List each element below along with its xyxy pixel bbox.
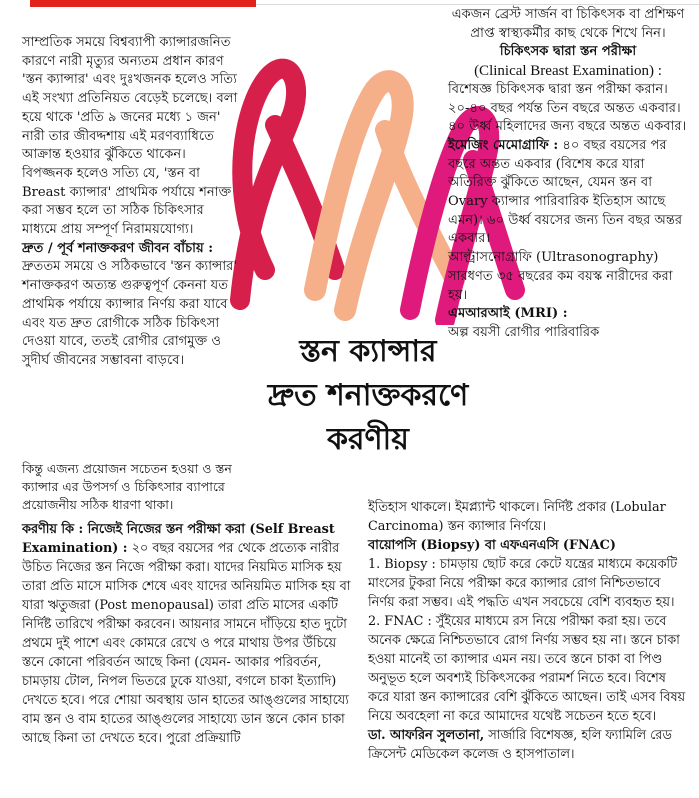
fnac-paragraph: 2. FNAC : সুঁইয়ের মাধ্যমে রস নিয়ে পরীক্ষা করা হয়। তবে অনেক ক্ষেত্রে নিশ্চিতভাবে রোগ নির্ণয় সম্ভব হয় না। স্তনে চাকা হওয়া মানেই তা ক্যান্সার এমন নয়। তবে স্তনে চাকা বা পিণ্ড অনুভূত হলে অবশ্যই চিকিৎসকের পরামর্শ নিতে হবে। বিশেষ করে যারা স্তন ক্যান্সারের বেশি ঝুঁকিতে আছেন। তাই এসব বিষয় নিয়ে অবহেলা না করে আমাদের যথেষ্ট সচেতন হতে হবে। bbox=[368, 614, 686, 724]
ribbon-peach bbox=[315, 81, 403, 310]
mri-continued-paragraph: ইতিহাস থাকলে। ইমপ্ল্যান্ট থাকলে। নির্দিষ্ট প্রকার (Lobular Carcinoma) স্তন ক্যান্সার নির্ণয়ে। bbox=[368, 500, 666, 534]
section-heading-mri: এমআরআই (MRI) : bbox=[448, 306, 568, 322]
section-heading-biopsy: বায়োপসি (Biopsy) বা এফএনএসি (FNAC) bbox=[368, 538, 616, 553]
mammography-paragraph: ৪০ বছর বয়সের পর বছরে অন্তত একবার (বিশেষ করে যারা অতিরিক্ত ঝুঁকিতে আছেন, যেমন স্তন বা Ovary ক্যান্সার পারিবারিক ইতিহাস আছে এমন)। ৬০ উর্ধ্ব বয়সের জন্য তিন বছর অন্তর একবার। bbox=[448, 137, 683, 247]
section-heading-mammography: ইমেজিং মেমোগ্রাফি : bbox=[448, 137, 559, 153]
title-line-1: স্তন ক্যান্সার bbox=[299, 334, 437, 369]
early-detection-tail bbox=[22, 460, 242, 514]
author-role: সার্জারি বিশেষজ্ঞ, হলি ফ্যামিলি রেড ক্রিসেন্ট মেডিকেল কলেজ ও হাসপাতাল। bbox=[368, 728, 672, 762]
ribbon-red bbox=[240, 69, 296, 300]
ultrasonography-paragraph: আল্ট্রাসনোগ্রাফি (Ultrasonography) সারধণত ৩৫ বছরের কম বয়স্ক নারীদের করা হয়। bbox=[448, 250, 673, 303]
early-detection-paragraph: দ্রুততম সময়ে ও সঠিকভাবে 'স্তন ক্যান্সার' শনাক্তকরণ অত্যন্ত গুরুত্বপূর্ণ কেননা যত প্রাথমিক পর্যায়ে ক্যান্সার নির্ণয় করা যাবে এবং যত দ্রুত রোগীকে সঠিক চিকিৎসা দেওয়া যাবে, ততই রোগীর রোগমুক্ত ও সুদীর্ঘ জীবনের সম্ভাবনা বাড়বে। bbox=[22, 259, 237, 368]
self-exam-paragraph: ২০ বছর বয়সের পর থেকে প্রত্যেক নারীর উচিত নিজের স্তন নিজে পরীক্ষা করা। যাদের নিয়মিত মাসিক হয় তারা প্রতি মাসে মাসিক শেষে এবং যাদের অনিয়মিত মাসিক হয় বা যারা ঋতুজরা (Post menopausal) তারা প্রতি মাসের একটি নির্দিষ্ট তারিখে পরীক্ষা করবেন। আয়নার সামনে দাঁড়িয়ে হাত দুটো প্রথমে দুই পাশে এবং কোমরে রেখে ও পরে মাথায় উপর উঁচিয়ে স্তনে কোনো পরিবর্তন আছে কিনা (যেমন- আকার পরিবর্তন, চামড়ায় টোল, নিপল ভিতরে ঢুকে যাওয়া, বগলে চাকা ইত্যাদি) দেখতে হবে। পরে শোয়া অবস্থায় ডান হাতের আঙ্গুলের সাহায্যে বাম স্তন ও বাম হাতের আঙ্গুলের সাহায্যে ডান স্তনে কোন চাকা আছে কিনা তা দেখতে হবে। পুরো প্রক্রিয়াটি bbox=[22, 541, 351, 746]
title-line-3: করণীয় bbox=[327, 422, 409, 457]
self-exam-section bbox=[22, 520, 362, 748]
clinical-paragraph: বিশেষজ্ঞ চিকিৎসক দ্বারা স্তন পরীক্ষা করান। ২০-৪০ বছর পর্যন্ত তিন বছরে অন্তত একবার। ৪০ উর্ধ্ব মহিলাদের জন্য বছরে অন্তত একবার। bbox=[448, 81, 687, 135]
curable-paragraph: বিপজ্জনক হলেও সত্যি যে, 'স্তন বা Breast ক্যান্সার' প্রাথমিক পর্যায়ে শনাক্ত করা সম্ভব হলে তা সঠিক চিকিৎসার মাধ্যমে প্রায় সম্পূর্ণ নিরাময়যোগ্য। bbox=[22, 165, 232, 238]
title-line-2: দ্রুত শনাক্তকরণে bbox=[267, 378, 469, 413]
section-heading-clinical: চিকিৎসক দ্বারা স্তন পরীক্ষা bbox=[499, 44, 637, 60]
biopsy-paragraph: 1. Biopsy : চামড়ায় ছোট করে কেটে যন্ত্রের মাধ্যমে কয়েকটি মাংসের টুকরা নিয়ে পরীক্ষা করে ক্যান্সার রোগ নিশ্চিতভাবে নির্ণয় করা সম্ভব। এই পদ্ধতি এখন সবচেয়ে বেশি ব্যবহৃত হয়। bbox=[368, 557, 678, 610]
section-heading-early-detection: দ্রুত / পূর্ব শনাক্তকরণ জীবন বাঁচায় : bbox=[22, 240, 214, 256]
intro-paragraph: সাম্প্রতিক সময়ে বিশ্বব্যাপী ক্যান্সারজনিত কারণে নারী মৃত্যুর অন্যতম প্রধান কারণ 'স্তন ক্যান্সার' এবং দুঃখজনক হলেও সত্যি এই সংখ্যা প্রতিনিয়ত বেড়েই চলেছে। বলা হয়ে থাকে 'প্রতি ৯ জনের মধ্যে ১ জন' নারী তার জীবদ্দশায় এই মরণব্যাধিতে আক্রান্ত হওয়ার ঝুঁকিতে থাকেন। bbox=[22, 35, 238, 163]
diagnosis-section bbox=[368, 498, 688, 764]
left-column bbox=[22, 34, 242, 371]
early-detection-tail-text: কিন্তু এজন্য প্রয়োজন সচেতন হওয়া ও স্তন ক্যান্সার এর উপসর্গ ও চিকিৎসার ব্যাপারে প্রয়োজনীয় সঠিক ধারণা থাকা। bbox=[22, 461, 232, 512]
mri-paragraph: অল্প বয়সী রোগীর পারিবারিক bbox=[448, 324, 600, 340]
top-accent-bar bbox=[30, 0, 256, 7]
section-heading-clinical-en: (Clinical Breast Examination) : bbox=[474, 63, 662, 80]
right-intro-paragraph: একজন ব্রেস্ট সার্জন বা চিকিৎসক বা প্রশিক্ষণ প্রাপ্ত স্বাস্থ্যকর্মীর কাছ থেকে শিখে নিন। bbox=[451, 7, 685, 41]
mammography-block bbox=[448, 137, 688, 249]
author-name: ডা. আফরিন সুলতানা, bbox=[368, 728, 485, 743]
top-rule bbox=[256, 4, 699, 5]
page-title bbox=[248, 330, 488, 462]
right-column bbox=[448, 6, 688, 343]
section-heading-self-exam: করণীয় কি : নিজেই নিজের স্তন পরীক্ষা করা (Self Breast Examination) : bbox=[22, 522, 335, 556]
